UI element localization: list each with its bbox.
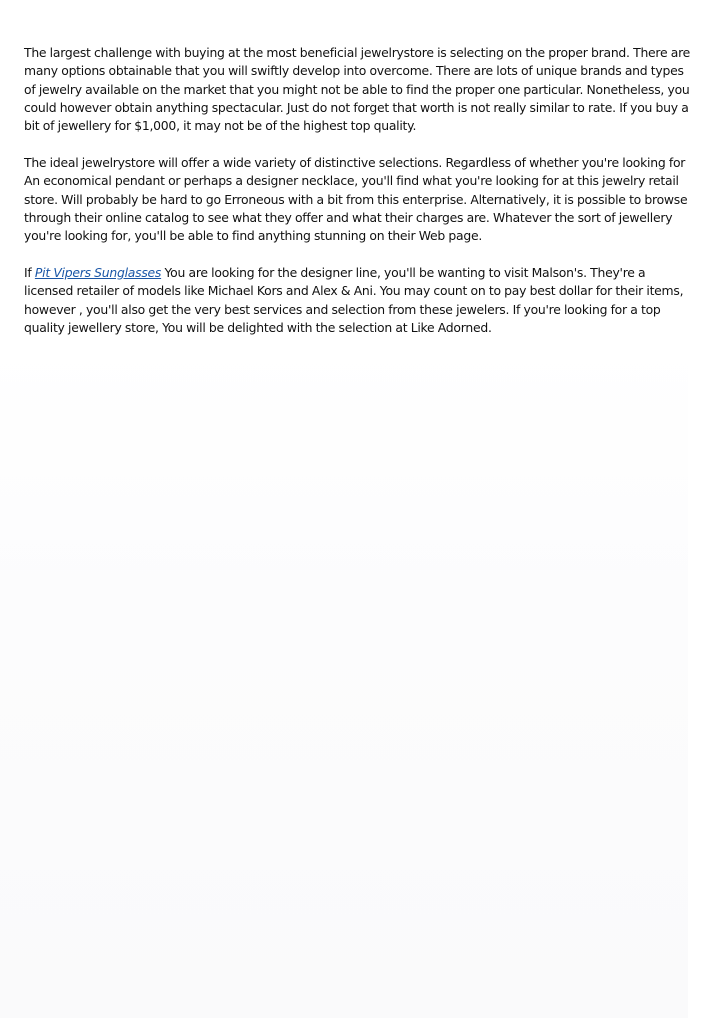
paragraph-3-suffix: You are looking for the designer line, you'll be wanting to visit Malson's. They're a licensed retailer of models like Michael Kors and Alex & Ani. You may count on to pay best dollar for their items, however , you'll also get the very best services and selection from these jewelers. If you're looking for a top quality jewellery store, You will be delighted with the selection at Like Adorned. <box>24 264 684 335</box>
paragraph-3-prefix: If <box>24 264 35 280</box>
document-body <box>24 44 696 356</box>
paragraph-1: The largest challenge with buying at the most beneficial jewelrystore is selecting on the proper brand. There are many options obtainable that you will swiftly develop into overcome. There are lots of unique brands and types of jewelry available on the market that you might not be able to find the proper one particular. Nonetheless, you could however obtain anything spectacular. Just do not forget that worth is not really similar to rate. If you buy a bit of jewellery for $1,000, it may not be of the highest top quality. <box>24 45 691 134</box>
paragraph-2: The ideal jewelrystore will offer a wide variety of distinctive selections. Regardless of whether you're looking for An economical pendant or perhaps a designer necklace, you'll find what you're looking for at this jewelry retail store. Will probably be hard to go Erroneous with a bit from this enterprise. Alternatively, it is possible to browse through their online catalog to see what they offer and what their charges are. Whatever the sort of jewellery you're looking for, you'll be able to find anything stunning on their Web page. <box>24 154 688 244</box>
page-background <box>0 340 688 1018</box>
pit-vipers-sunglasses-link[interactable]: Pit Vipers Sunglasses <box>34 264 162 280</box>
paragraph-3 <box>24 264 696 337</box>
